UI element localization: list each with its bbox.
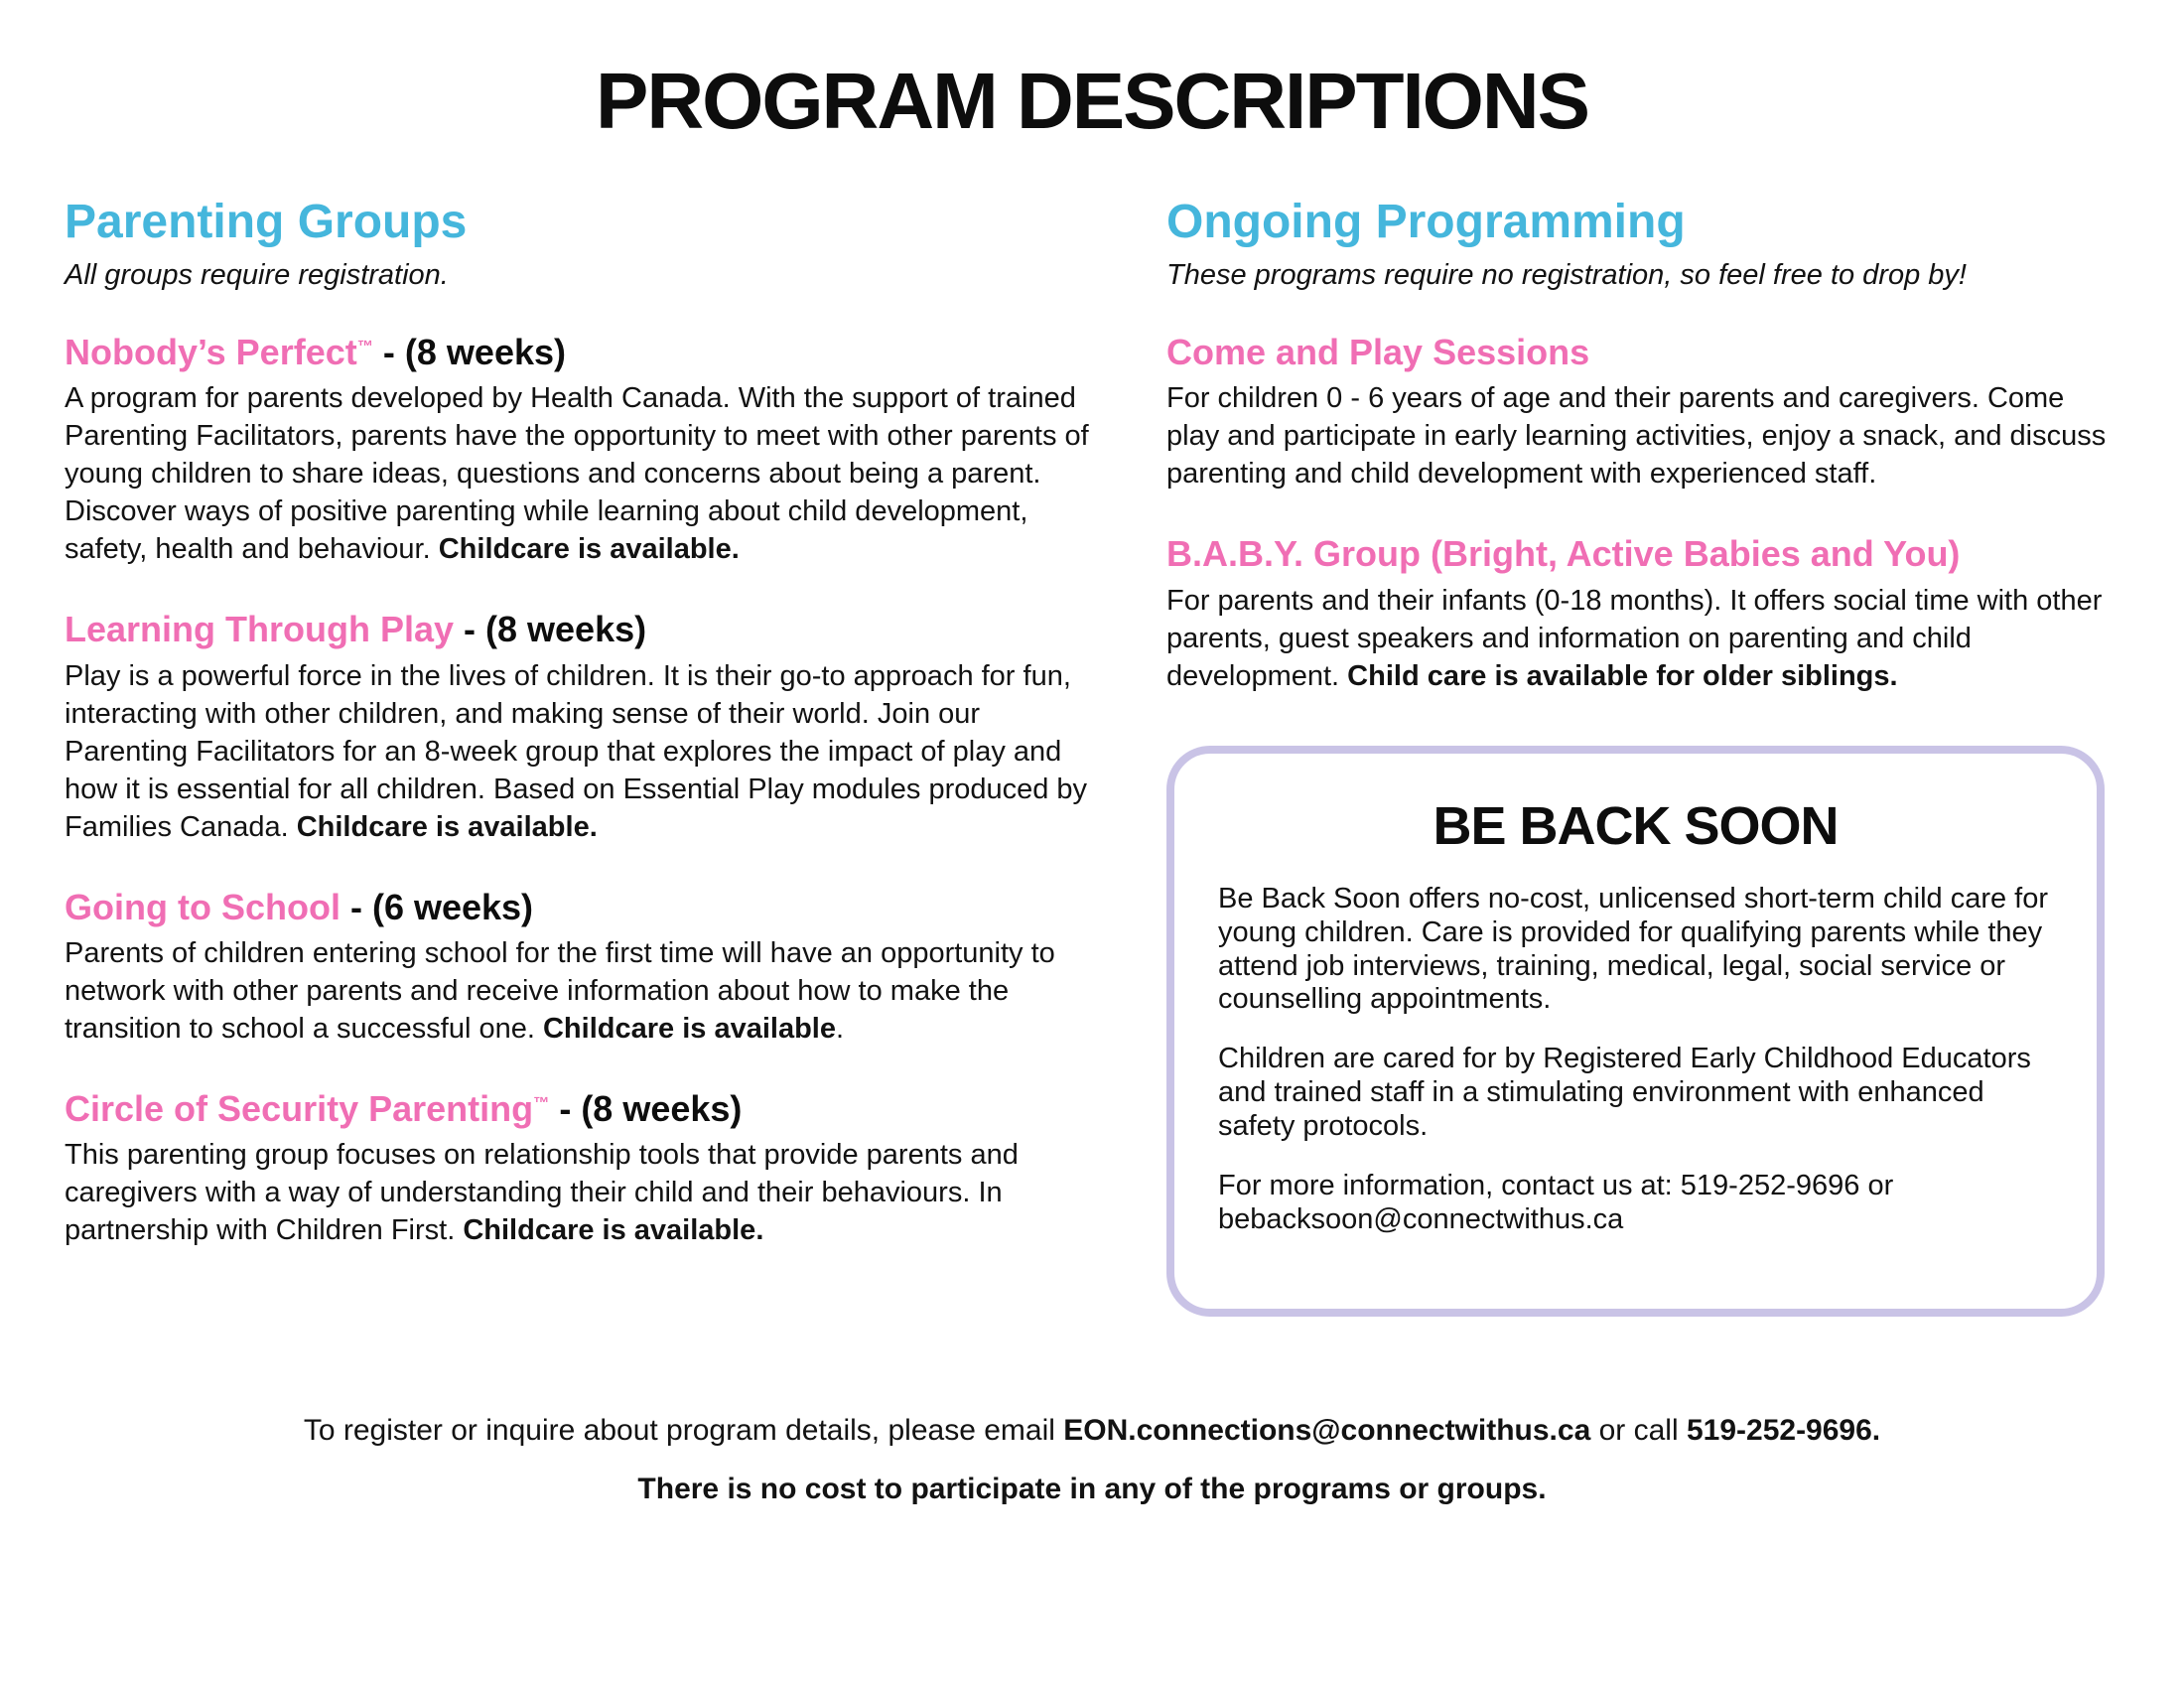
program-nobodys-perfect <box>65 332 1102 569</box>
ongoing-programming-section <box>1166 195 2119 1317</box>
ongoing-programming-heading: Ongoing Programming <box>1166 196 1686 248</box>
program-title-nobodys-perfect <box>65 332 1102 372</box>
program-name: Learning Through Play <box>65 609 455 650</box>
program-name: Nobody’s Perfect <box>65 332 357 372</box>
program-title-learning-through-play <box>65 609 1102 649</box>
program-come-and-play <box>1166 332 2119 493</box>
description-text: Play is a powerful force in the lives of children. It is their go-to approach for fun, interacting with other children, and making sense of their world. Join our Parenting Facilitators for an 8-week group that explores the impact of play and how it is essential for all children. Based on Essential Play modules produced by Families Canada. <box>65 659 1088 843</box>
program-description <box>65 658 1102 847</box>
description-text: For parents and their infants (0-18 months). It offers social time with other parents, guest speakers and information on parenting and child development. <box>1166 584 2103 692</box>
columns <box>65 195 2119 1317</box>
program-description <box>65 1137 1102 1250</box>
description-text: This parenting group focuses on relationship tools that provide parents and caregivers with a way of understanding their child and their behaviours. In partnership with Children First. <box>65 1139 1019 1247</box>
footer-register-line <box>0 1411 2184 1450</box>
program-title-come-and-play <box>1166 332 2119 372</box>
trademark-symbol: ™ <box>533 1093 550 1112</box>
parenting-groups-section <box>65 195 1102 1317</box>
program-title-circle-of-security <box>65 1088 1102 1129</box>
be-back-soon-paragraph-3: For more information, contact us at: 519-252-9696 or bebacksoon@connectwithus.ca <box>1218 1170 1894 1236</box>
description-text: For children 0 - 6 years of age and their parents and caregivers. Come play and participate in early learning activities, enjoy a snack, and discuss parenting and child development with experienced staff. <box>1166 382 2107 491</box>
parenting-groups-subtitle: All groups require registration. <box>65 259 449 291</box>
program-duration: - (6 weeks) <box>349 886 534 927</box>
program-circle-of-security <box>65 1088 1102 1250</box>
footer-text: To register or inquire about program details, please email <box>303 1413 1064 1447</box>
program-name: Come and Play Sessions <box>1166 332 1590 372</box>
trademark-symbol: ™ <box>356 338 373 355</box>
program-learning-through-play <box>65 609 1102 846</box>
program-description <box>1166 380 2119 493</box>
program-title-going-to-school <box>65 887 1102 927</box>
footer-no-cost-line: There is no cost to participate in any of the programs or groups. <box>637 1472 1547 1505</box>
footer <box>0 1411 2184 1508</box>
description-text: Parents of children entering school for the first time will have an opportunity to network with other parents and receive information about how to make the transition to school a successful one. <box>65 937 1055 1045</box>
be-back-soon-paragraph-1: Be Back Soon offers no-cost, unlicensed short-term child care for young children. Care is provided for qualifying parents while they attend job interviews, training, medical, legal, social service or counselling appointments. <box>1218 882 2049 1016</box>
program-name: Circle of Security Parenting <box>65 1087 534 1129</box>
be-back-soon-box <box>1166 746 2105 1317</box>
footer-email: EON.connections@connectwithus.ca <box>1063 1413 1591 1447</box>
be-back-soon-paragraph-2: Children are cared for by Registered Early Childhood Educators and trained staff in a stimulating environment with enhanced safety protocols. <box>1218 1043 2031 1143</box>
program-title-baby-group <box>1166 533 2119 574</box>
parenting-groups-heading: Parenting Groups <box>65 196 468 248</box>
program-description <box>65 380 1102 569</box>
description-tail: . <box>835 1012 845 1045</box>
program-description <box>1166 583 2119 696</box>
childcare-note: Childcare is available <box>542 1012 836 1045</box>
footer-phone: 519-252-9696. <box>1686 1413 1881 1447</box>
childcare-note: Childcare is available. <box>296 810 598 843</box>
footer-text: or call <box>1590 1413 1687 1447</box>
program-duration: - (8 weeks) <box>382 332 566 372</box>
ongoing-programming-subtitle: These programs require no registration, so feel free to drop by! <box>1166 259 1967 291</box>
program-baby-group <box>1166 533 2119 695</box>
page-title: PROGRAM DESCRIPTIONS <box>595 57 1589 145</box>
childcare-note: Childcare is available. <box>438 533 740 566</box>
program-duration: - (8 weeks) <box>559 1087 743 1129</box>
be-back-soon-title: BE BACK SOON <box>1433 795 1839 856</box>
childcare-note: Childcare is available. <box>463 1214 764 1247</box>
program-duration: - (8 weeks) <box>464 609 647 650</box>
description-text: A program for parents developed by Health Canada. With the support of trained Parenting Facilitators, parents have the opportunity to meet with other parents of young children to share ideas, questions and concerns about being a parent. Discover ways of positive parenting while learning about child development, safety, health and behaviour. <box>65 382 1089 566</box>
program-name: B.A.B.Y. Group (Bright, Active Babies and You) <box>1166 533 1961 575</box>
childcare-note: Child care is available for older siblings. <box>1347 659 1898 692</box>
program-description <box>65 935 1102 1049</box>
program-name: Going to School <box>65 886 341 927</box>
program-going-to-school <box>65 887 1102 1049</box>
